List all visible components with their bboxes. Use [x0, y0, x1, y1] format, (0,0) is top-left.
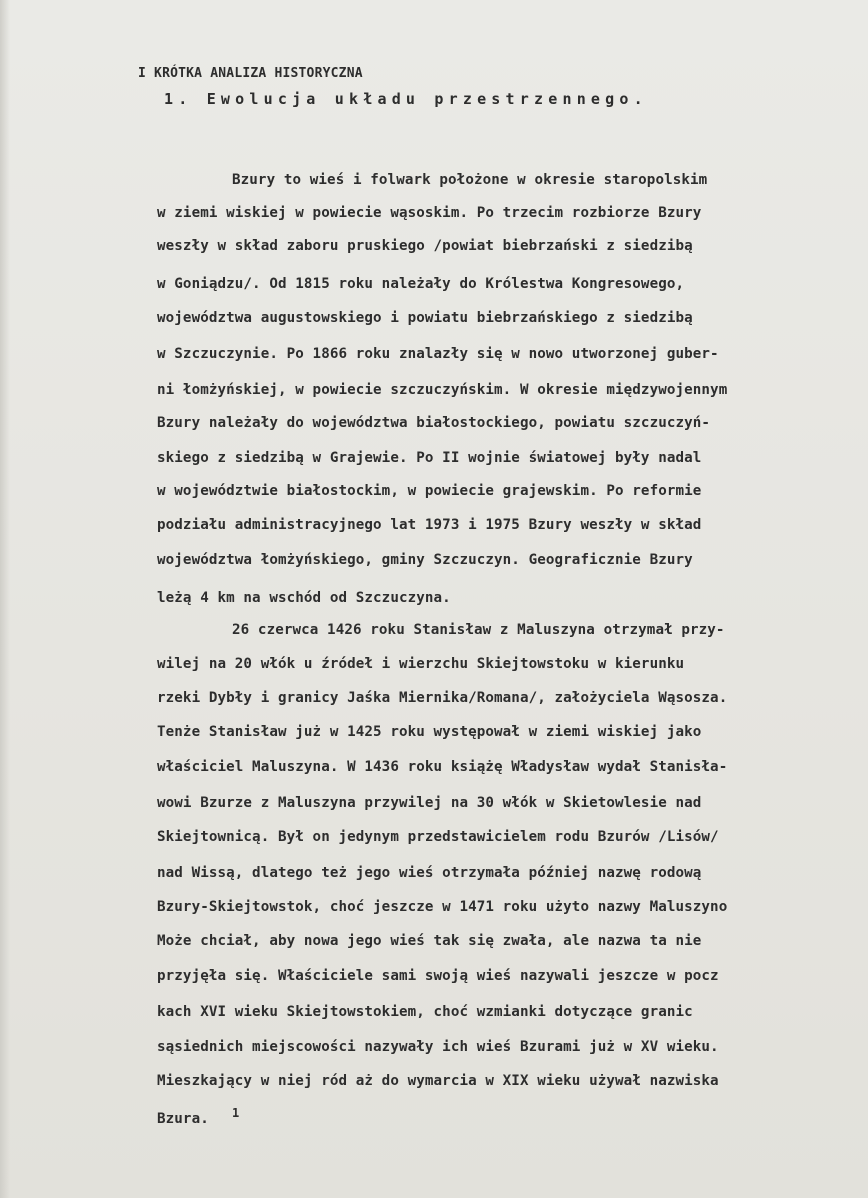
text-line: podziału administracyjnego lat 1973 i 1975 Bzury weszły w skład — [157, 517, 702, 533]
text-line: Bzury to wieś i folwark położone w okresie staropolskim — [232, 172, 708, 188]
text-line: 26 czerwca 1426 roku Stanisław z Maluszyna otrzymał przy- — [232, 622, 725, 638]
subsection-heading: 1. Ewolucja układu przestrzennego. — [164, 90, 648, 108]
text-line: Bzury należały do województwa białostockiego, powiatu szczuczyń- — [157, 415, 711, 431]
section-heading: I KRÓTKA ANALIZA HISTORYCZNA — [138, 66, 363, 81]
text-line: wilej na 20 włók u źródeł i wierzchu Skiejtowstoku w kierunku — [157, 656, 685, 672]
text-line: wowi Bzurze z Maluszyna przywilej na 30 włók w Skietowlesie nad — [157, 795, 702, 811]
text-line: w ziemi wiskiej w powiecie wąsoskim. Po trzecim rozbiorze Bzury — [157, 205, 702, 221]
text-line: Mieszkający w niej ród aż do wymarcia w XIX wieku używał nazwiska — [157, 1073, 719, 1089]
text-line: ni łomżyńskiej, w powiecie szczuczyńskim. W okresie międzywojennym — [157, 382, 728, 398]
text-line: kach XVI wieku Skiejtowstokiem, choć wzmianki dotyczące granic — [157, 1004, 693, 1020]
text-line: Bzura. — [157, 1111, 209, 1127]
text-line: sąsiednich miejscowości nazywały ich wieś Bzurami już w XV wieku. — [157, 1039, 719, 1055]
text-line: Skiejtownicą. Był on jedynym przedstawicielem rodu Bzurów /Lisów/ — [157, 829, 719, 845]
text-line: Może chciał, aby nowa jego wieś tak się zwała, ale nazwa ta nie — [157, 933, 702, 949]
text-line: w Goniądzu/. Od 1815 roku należały do Królestwa Kongresowego, — [157, 276, 685, 292]
text-line: województwa łomżyńskiego, gminy Szczuczyn. Geograficznie Bzury — [157, 552, 693, 568]
text-line: w Szczuczynie. Po 1866 roku znalazły się w nowo utworzonej guber- — [157, 346, 719, 362]
text-line: województwa augustowskiego i powiatu biebrzańskiego z siedzibą — [157, 310, 693, 326]
text-line: Bzury-Skiejtowstok, choć jeszcze w 1471 roku użyto nazwy Maluszyno — [157, 899, 728, 915]
text-line: Tenże Stanisław już w 1425 roku występował w ziemi wiskiej jako — [157, 724, 702, 740]
text-line: rzeki Dybły i granicy Jaśka Miernika/Romana/, założyciela Wąsosza. — [157, 690, 728, 706]
text-line: właściciel Maluszyna. W 1436 roku książę Władysław wydał Stanisła- — [157, 759, 728, 775]
text-line: skiego z siedzibą w Grajewie. Po II wojnie światowej były nadal — [157, 450, 702, 466]
text-line: weszły w skład zaboru pruskiego /powiat biebrzański z siedzibą — [157, 238, 693, 254]
text-line: w województwie białostockim, w powiecie grajewskim. Po reformie — [157, 483, 702, 499]
text-line: leżą 4 km na wschód od Szczuczyna. — [157, 590, 451, 606]
text-line: nad Wissą, dlatego też jego wieś otrzymała później nazwę rodową — [157, 865, 702, 881]
text-line: przyjęła się. Właściciele sami swoją wieś nazywali jeszcze w pocz — [157, 968, 719, 984]
footnote-marker: 1 — [232, 1106, 240, 1120]
